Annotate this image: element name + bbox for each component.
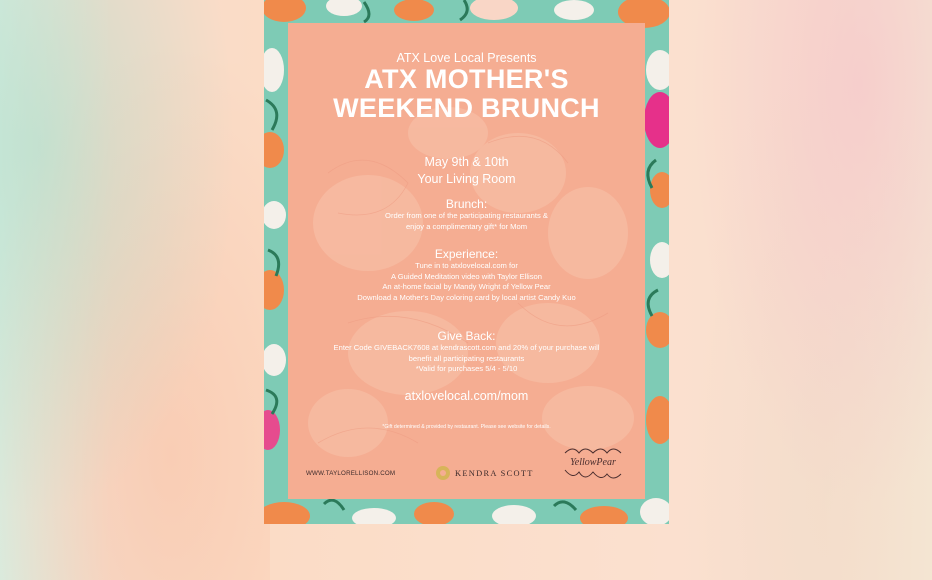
- experience-body: Tune in to atxlovelocal.com for A Guided Meditation video with Taylor Ellison An at-home facial by Mandy Wright of Yellow Pear Download a Mother's Day coloring card by local artist Candy Kuo: [357, 261, 576, 302]
- event-title-line-2: WEEKEND BRUNCH: [333, 93, 600, 123]
- event-url: atxlovelocal.com/mom: [404, 389, 529, 403]
- kendra-scott-wordmark: KENDRA SCOTT: [455, 468, 534, 478]
- yellow-pear-wordmark: YellowPear: [570, 457, 616, 468]
- giveback-body: Enter Code GIVEBACK7608 at kendrascott.com and 20% of your purchase will benefit all participating restaurants *Valid for purchases 5/4 - 5/10: [333, 343, 600, 373]
- fine-print: *Gift determined & provided by restaurant. Please see website for details.: [382, 424, 551, 430]
- event-title: [288, 65, 645, 123]
- taylor-ellison-website: WWW.TAYLORELLISON.COM: [306, 470, 396, 477]
- background-blur-left: [0, 0, 270, 580]
- brunch-poster: [264, 0, 669, 524]
- experience-heading: Experience:: [434, 247, 499, 261]
- info-panel: [288, 23, 645, 499]
- event-location: Your Living Room: [417, 172, 516, 186]
- presents-line: ATX Love Local Presents: [396, 51, 537, 65]
- yellow-pear-logo-icon: [560, 445, 626, 455]
- kendra-scott-logo: [436, 464, 534, 482]
- event-title-line-1: ATX MOTHER'S: [364, 64, 569, 94]
- kendra-scott-logo-icon: [436, 466, 450, 480]
- event-date: May 9th & 10th: [424, 155, 509, 169]
- event-date-location: [288, 154, 645, 188]
- brunch-body: Order from one of the participating restaurants & enjoy a complimentary gift* for Mom: [385, 211, 548, 231]
- brunch-heading: Brunch:: [445, 197, 488, 211]
- background-blur-right: [662, 0, 932, 580]
- yellow-pear-logo: [560, 445, 626, 489]
- giveback-heading: Give Back:: [437, 329, 496, 343]
